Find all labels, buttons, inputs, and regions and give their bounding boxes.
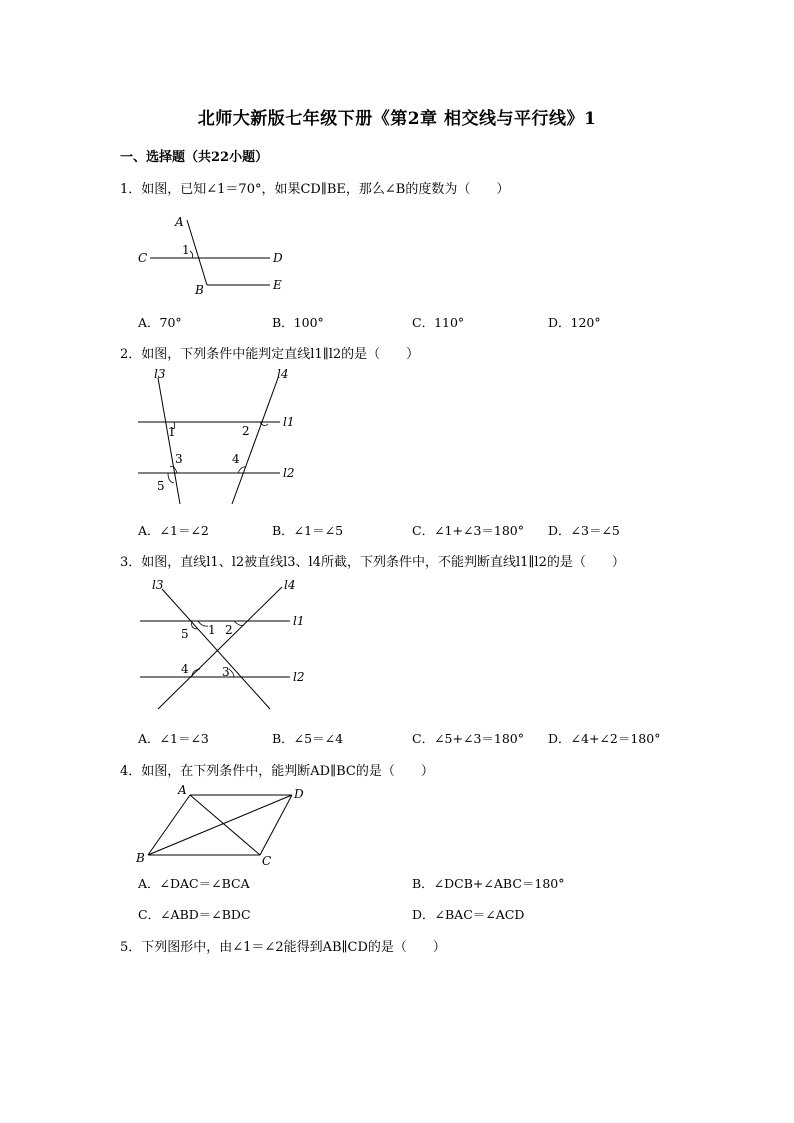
section-heading: 一、选择题（共22小题） bbox=[120, 150, 269, 165]
label-angle-4: 4 bbox=[232, 452, 240, 466]
label-angle-1: 1 bbox=[208, 623, 216, 637]
label-a: A bbox=[175, 215, 184, 229]
question-1-option-a[interactable]: A．70° bbox=[138, 315, 182, 330]
question-2-option-d[interactable]: D．∠3＝∠5 bbox=[548, 523, 620, 538]
question-3-option-c[interactable]: C．∠5+∠3＝180° bbox=[412, 731, 524, 746]
question-2-stem: 2．如图，下列条件中能判定直线l1∥l2的是（ ） bbox=[120, 347, 420, 362]
label-angle-1: 1 bbox=[168, 425, 176, 439]
question-3-option-d[interactable]: D．∠4+∠2＝180° bbox=[548, 731, 661, 746]
angle-5-arc bbox=[168, 473, 174, 483]
question-5-stem: 5．下列图形中，由∠1＝∠2能得到AB∥CD的是（ ） bbox=[120, 940, 446, 955]
angle-1-arc bbox=[190, 251, 193, 258]
label-l4: l4 bbox=[277, 367, 289, 381]
label-d: D bbox=[294, 787, 304, 801]
question-3-stem: 3．如图，直线l1、l2被直线l3、l4所截，下列条件中，不能判断直线l1∥l2的是（ ） bbox=[120, 555, 625, 570]
line-l3 bbox=[162, 589, 270, 709]
line-l4 bbox=[232, 378, 278, 504]
label-l1: l1 bbox=[283, 415, 295, 429]
label-c: C bbox=[138, 251, 148, 265]
line-ab bbox=[187, 220, 207, 285]
angle-4-arc bbox=[192, 669, 200, 677]
label-angle-3: 3 bbox=[175, 452, 183, 466]
question-4-option-b[interactable]: B．∠DCB+∠ABC＝180° bbox=[412, 876, 565, 891]
question-3-option-b[interactable]: B．∠5＝∠4 bbox=[272, 731, 344, 746]
question-3-figure bbox=[130, 577, 320, 717]
label-angle-1: 1 bbox=[182, 243, 190, 257]
question-4-option-c[interactable]: C．∠ABD＝∠BDC bbox=[138, 907, 251, 922]
question-2-option-c[interactable]: C．∠1+∠3＝180° bbox=[412, 523, 524, 538]
label-c: C bbox=[262, 854, 272, 868]
label-angle-4: 4 bbox=[181, 662, 189, 676]
side-dc bbox=[260, 795, 292, 855]
label-l1: l1 bbox=[293, 614, 305, 628]
label-l3: l3 bbox=[154, 367, 166, 381]
label-e: E bbox=[273, 278, 282, 292]
label-l4: l4 bbox=[284, 578, 296, 592]
angle-3-arc bbox=[229, 669, 234, 677]
question-4-option-d[interactable]: D．∠BAC＝∠ACD bbox=[412, 907, 525, 922]
label-angle-5: 5 bbox=[157, 479, 165, 493]
diagonal-ac bbox=[190, 795, 260, 855]
label-b: B bbox=[195, 283, 204, 297]
question-2-option-a[interactable]: A．∠1＝∠2 bbox=[138, 523, 209, 538]
label-d: D bbox=[273, 251, 283, 265]
label-l2: l2 bbox=[283, 466, 295, 480]
label-b: B bbox=[136, 851, 145, 865]
question-1-figure bbox=[130, 208, 300, 298]
label-angle-2: 2 bbox=[225, 623, 233, 637]
angle-1-arc bbox=[198, 621, 208, 626]
question-2-figure bbox=[130, 366, 310, 511]
question-1-option-d[interactable]: D．120° bbox=[548, 315, 601, 330]
label-l3: l3 bbox=[152, 578, 164, 592]
label-a: A bbox=[178, 783, 187, 797]
question-4-option-a[interactable]: A．∠DAC＝∠BCA bbox=[138, 876, 250, 891]
question-2-option-b[interactable]: B．∠1＝∠5 bbox=[272, 523, 344, 538]
question-1-option-b[interactable]: B．100° bbox=[272, 315, 324, 330]
label-l2: l2 bbox=[293, 670, 305, 684]
question-1-option-c[interactable]: C．110° bbox=[412, 315, 465, 330]
label-angle-3: 3 bbox=[222, 665, 230, 679]
question-1-stem: 1．如图，已知∠1＝70°，如果CD∥BE，那么∠B的度数为（ ） bbox=[120, 182, 510, 197]
question-3-option-a[interactable]: A．∠1＝∠3 bbox=[138, 731, 209, 746]
question-4-stem: 4．如图，在下列条件中，能判断AD∥BC的是（ ） bbox=[120, 764, 434, 779]
angle-2-arc bbox=[234, 621, 244, 626]
label-angle-5: 5 bbox=[181, 627, 189, 641]
question-4-figure bbox=[130, 780, 320, 870]
document-title: 北师大新版七年级下册《第2章 相交线与平行线》1 bbox=[197, 109, 597, 129]
label-angle-2: 2 bbox=[242, 424, 250, 438]
